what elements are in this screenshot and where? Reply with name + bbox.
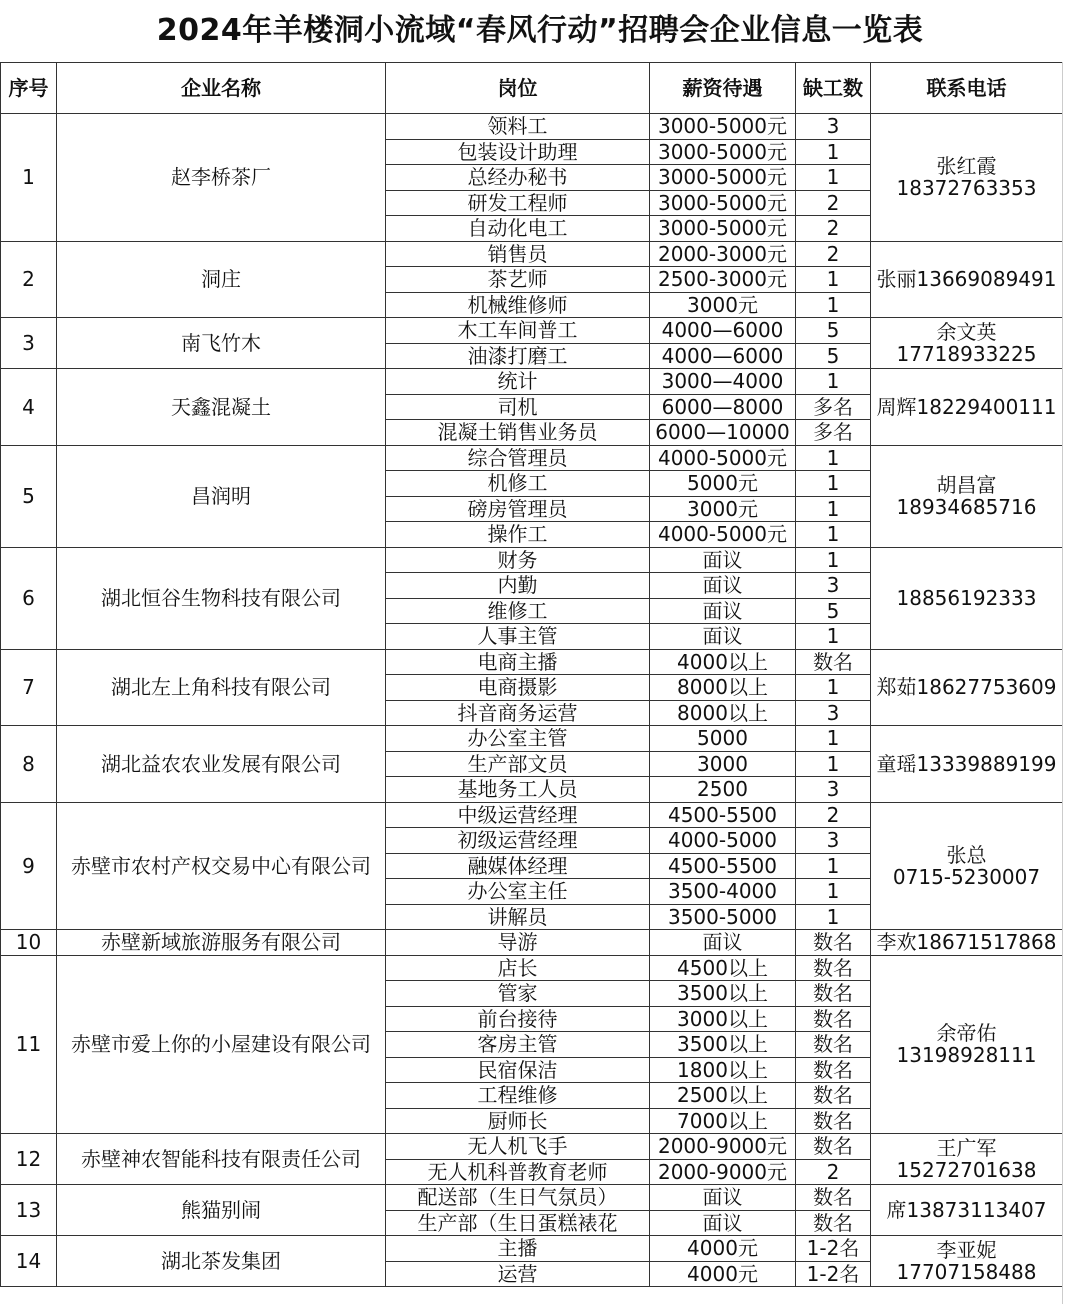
company-contact: 18856192333	[871, 547, 1063, 649]
job-shortage-count: 1	[796, 471, 871, 497]
recruitment-table	[0, 62, 1063, 1287]
header-row	[1, 63, 1063, 114]
job-post: 操作工	[386, 522, 650, 548]
job-salary: 6000—10000	[650, 420, 796, 446]
job-shortage-count: 数名	[796, 981, 871, 1007]
job-salary: 3500-4000	[650, 879, 796, 905]
job-salary: 7000以上	[650, 1108, 796, 1134]
sheet-gridline	[1062, 62, 1080, 1304]
job-shortage-count: 5	[796, 598, 871, 624]
job-post: 配送部（生日气氛员）	[386, 1185, 650, 1211]
job-shortage-count: 数名	[796, 1108, 871, 1134]
job-post: 总经办秘书	[386, 165, 650, 191]
job-shortage-count: 3	[796, 573, 871, 599]
job-shortage-count: 多名	[796, 420, 871, 446]
job-post: 统计	[386, 369, 650, 395]
company-number: 2	[1, 241, 57, 318]
job-shortage-count: 数名	[796, 1210, 871, 1236]
job-post: 混凝土销售业务员	[386, 420, 650, 446]
company-name: 赤壁市农村产权交易中心有限公司	[57, 802, 386, 930]
company-contact: 李亚妮 17707158488	[871, 1236, 1063, 1287]
job-salary: 4000-5000元	[650, 522, 796, 548]
job-salary: 面议	[650, 573, 796, 599]
table-row	[1, 241, 1063, 267]
company-number: 4	[1, 369, 57, 446]
job-post: 自动化电工	[386, 216, 650, 242]
company-number: 8	[1, 726, 57, 803]
job-salary: 面议	[650, 624, 796, 650]
job-salary: 3500以上	[650, 981, 796, 1007]
job-salary: 3000-5000元	[650, 190, 796, 216]
job-salary: 3000-5000元	[650, 114, 796, 140]
job-salary: 4000-5000	[650, 828, 796, 854]
company-number: 11	[1, 955, 57, 1134]
job-post: 运营	[386, 1261, 650, 1287]
job-salary: 3000元	[650, 292, 796, 318]
job-post: 管家	[386, 981, 650, 1007]
company-name: 熊猫别闹	[57, 1185, 386, 1236]
job-salary: 4000以上	[650, 649, 796, 675]
company-number: 1	[1, 114, 57, 242]
company-name: 湖北茶发集团	[57, 1236, 386, 1287]
job-salary: 2000-3000元	[650, 241, 796, 267]
company-name: 洞庄	[57, 241, 386, 318]
company-contact: 余文英 17718933225	[871, 318, 1063, 369]
job-post: 客房主管	[386, 1032, 650, 1058]
job-salary: 4500-5500	[650, 853, 796, 879]
job-salary: 3000	[650, 751, 796, 777]
job-post: 油漆打磨工	[386, 343, 650, 369]
job-shortage-count: 1-2名	[796, 1261, 871, 1287]
job-salary: 3000-5000元	[650, 165, 796, 191]
job-shortage-count: 1	[796, 904, 871, 930]
job-shortage-count: 2	[796, 190, 871, 216]
job-salary: 3500以上	[650, 1032, 796, 1058]
company-number: 13	[1, 1185, 57, 1236]
job-post: 生产部（生日蛋糕裱花	[386, 1210, 650, 1236]
job-post: 融媒体经理	[386, 853, 650, 879]
job-shortage-count: 数名	[796, 1185, 871, 1211]
job-post: 主播	[386, 1236, 650, 1262]
company-name: 湖北左上角科技有限公司	[57, 649, 386, 726]
job-salary: 面议	[650, 1185, 796, 1211]
job-post: 生产部文员	[386, 751, 650, 777]
job-post: 司机	[386, 394, 650, 420]
table-row	[1, 955, 1063, 981]
job-shortage-count: 1	[796, 675, 871, 701]
company-contact: 李欢18671517868	[871, 930, 1063, 956]
company-contact: 席13873113407	[871, 1185, 1063, 1236]
job-salary: 2500	[650, 777, 796, 803]
company-name: 赤壁新域旅游服务有限公司	[57, 930, 386, 956]
job-post: 基地务工人员	[386, 777, 650, 803]
job-post: 中级运营经理	[386, 802, 650, 828]
job-salary: 3000-5000元	[650, 139, 796, 165]
company-name: 南飞竹木	[57, 318, 386, 369]
job-salary: 4000—6000	[650, 318, 796, 344]
job-post: 茶艺师	[386, 267, 650, 293]
job-salary: 8000以上	[650, 675, 796, 701]
company-contact: 胡昌富 18934685716	[871, 445, 1063, 547]
job-shortage-count: 1	[796, 369, 871, 395]
job-salary: 1800以上	[650, 1057, 796, 1083]
job-shortage-count: 1	[796, 292, 871, 318]
table-row	[1, 318, 1063, 344]
header-contact: 联系电话	[871, 63, 1063, 114]
job-post: 店长	[386, 955, 650, 981]
job-post: 厨师长	[386, 1108, 650, 1134]
job-post: 木工车间普工	[386, 318, 650, 344]
table-row	[1, 1185, 1063, 1211]
job-salary: 4000元	[650, 1236, 796, 1262]
table-row	[1, 114, 1063, 140]
job-post: 讲解员	[386, 904, 650, 930]
job-salary: 2500以上	[650, 1083, 796, 1109]
company-name: 湖北恒谷生物科技有限公司	[57, 547, 386, 649]
table-body	[1, 114, 1063, 1287]
job-post: 办公室主管	[386, 726, 650, 752]
job-post: 机修工	[386, 471, 650, 497]
company-name: 赵李桥茶厂	[57, 114, 386, 242]
job-salary: 3000以上	[650, 1006, 796, 1032]
job-shortage-count: 数名	[796, 1057, 871, 1083]
job-shortage-count: 1	[796, 522, 871, 548]
company-name: 湖北益农农业发展有限公司	[57, 726, 386, 803]
company-number: 7	[1, 649, 57, 726]
job-shortage-count: 3	[796, 828, 871, 854]
company-number: 14	[1, 1236, 57, 1287]
job-shortage-count: 2	[796, 216, 871, 242]
company-number: 5	[1, 445, 57, 547]
job-salary: 5000	[650, 726, 796, 752]
job-salary: 4000-5000元	[650, 445, 796, 471]
job-post: 综合管理员	[386, 445, 650, 471]
job-salary: 2000-9000元	[650, 1134, 796, 1160]
header-salary: 薪资待遇	[650, 63, 796, 114]
job-post: 导游	[386, 930, 650, 956]
table-row	[1, 802, 1063, 828]
company-contact: 王广军 15272701638	[871, 1134, 1063, 1185]
company-name: 赤壁神农智能科技有限责任公司	[57, 1134, 386, 1185]
job-shortage-count: 3	[796, 700, 871, 726]
job-shortage-count: 多名	[796, 394, 871, 420]
job-post: 初级运营经理	[386, 828, 650, 854]
job-post: 工程维修	[386, 1083, 650, 1109]
header-no: 序号	[1, 63, 57, 114]
job-shortage-count: 1	[796, 547, 871, 573]
job-salary: 2000-9000元	[650, 1159, 796, 1185]
job-shortage-count: 1	[796, 445, 871, 471]
job-shortage-count: 数名	[796, 1032, 871, 1058]
job-post: 维修工	[386, 598, 650, 624]
job-shortage-count: 数名	[796, 930, 871, 956]
job-salary: 3000元	[650, 496, 796, 522]
job-salary: 3000—4000	[650, 369, 796, 395]
job-salary: 5000元	[650, 471, 796, 497]
job-post: 领料工	[386, 114, 650, 140]
job-post: 内勤	[386, 573, 650, 599]
job-post: 民宿保洁	[386, 1057, 650, 1083]
table-row	[1, 930, 1063, 956]
job-salary: 3500-5000	[650, 904, 796, 930]
job-post: 包装设计助理	[386, 139, 650, 165]
job-post: 办公室主任	[386, 879, 650, 905]
job-post: 研发工程师	[386, 190, 650, 216]
job-shortage-count: 数名	[796, 649, 871, 675]
company-contact: 童瑶13339889199	[871, 726, 1063, 803]
job-salary: 4000—6000	[650, 343, 796, 369]
job-shortage-count: 2	[796, 802, 871, 828]
job-shortage-count: 2	[796, 1159, 871, 1185]
job-shortage-count: 数名	[796, 955, 871, 981]
job-shortage-count: 3	[796, 777, 871, 803]
job-shortage-count: 1	[796, 267, 871, 293]
table-row	[1, 547, 1063, 573]
table-row	[1, 1134, 1063, 1160]
job-post: 无人机科普教育老师	[386, 1159, 650, 1185]
job-shortage-count: 1	[796, 879, 871, 905]
job-post: 电商摄影	[386, 675, 650, 701]
header-company: 企业名称	[57, 63, 386, 114]
company-contact: 周辉18229400111	[871, 369, 1063, 446]
table-row	[1, 369, 1063, 395]
company-contact: 张丽13669089491	[871, 241, 1063, 318]
job-shortage-count: 1	[796, 496, 871, 522]
company-number: 9	[1, 802, 57, 930]
company-contact: 余帝佑 13198928111	[871, 955, 1063, 1134]
job-shortage-count: 1	[796, 751, 871, 777]
job-salary: 面议	[650, 598, 796, 624]
job-post: 抖音商务运营	[386, 700, 650, 726]
table-row	[1, 1236, 1063, 1262]
job-shortage-count: 1	[796, 139, 871, 165]
job-salary: 3000-5000元	[650, 216, 796, 242]
job-shortage-count: 1	[796, 624, 871, 650]
job-salary: 面议	[650, 1210, 796, 1236]
page-title: 2024年羊楼洞小流域“春风行动”招聘会企业信息一览表	[156, 13, 924, 48]
job-salary: 2500-3000元	[650, 267, 796, 293]
company-name: 赤壁市爱上你的小屋建设有限公司	[57, 955, 386, 1134]
company-number: 10	[1, 930, 57, 956]
header-post: 岗位	[386, 63, 650, 114]
job-salary: 面议	[650, 547, 796, 573]
job-shortage-count: 2	[796, 241, 871, 267]
company-name: 昌润明	[57, 445, 386, 547]
job-shortage-count: 5	[796, 343, 871, 369]
company-contact: 郑茹18627753609	[871, 649, 1063, 726]
company-number: 3	[1, 318, 57, 369]
job-post: 电商主播	[386, 649, 650, 675]
job-shortage-count: 1-2名	[796, 1236, 871, 1262]
job-post: 人事主管	[386, 624, 650, 650]
company-contact: 张总 0715-5230007	[871, 802, 1063, 930]
job-post: 财务	[386, 547, 650, 573]
job-salary: 4000元	[650, 1261, 796, 1287]
company-number: 12	[1, 1134, 57, 1185]
job-salary: 4500以上	[650, 955, 796, 981]
job-shortage-count: 1	[796, 165, 871, 191]
header-shortage: 缺工数	[796, 63, 871, 114]
job-shortage-count: 数名	[796, 1134, 871, 1160]
job-salary: 8000以上	[650, 700, 796, 726]
table-row	[1, 726, 1063, 752]
table-row	[1, 649, 1063, 675]
job-shortage-count: 1	[796, 726, 871, 752]
company-name: 天鑫混凝土	[57, 369, 386, 446]
job-salary: 4500-5500	[650, 802, 796, 828]
job-salary: 6000—8000	[650, 394, 796, 420]
job-post: 无人机飞手	[386, 1134, 650, 1160]
table-row	[1, 445, 1063, 471]
job-salary: 面议	[650, 930, 796, 956]
job-shortage-count: 数名	[796, 1083, 871, 1109]
job-shortage-count: 3	[796, 114, 871, 140]
job-post: 机械维修师	[386, 292, 650, 318]
company-number: 6	[1, 547, 57, 649]
company-contact: 张红霞 18372763353	[871, 114, 1063, 242]
job-post: 销售员	[386, 241, 650, 267]
job-post: 磅房管理员	[386, 496, 650, 522]
job-post: 前台接待	[386, 1006, 650, 1032]
job-shortage-count: 5	[796, 318, 871, 344]
job-shortage-count: 1	[796, 853, 871, 879]
job-shortage-count: 数名	[796, 1006, 871, 1032]
